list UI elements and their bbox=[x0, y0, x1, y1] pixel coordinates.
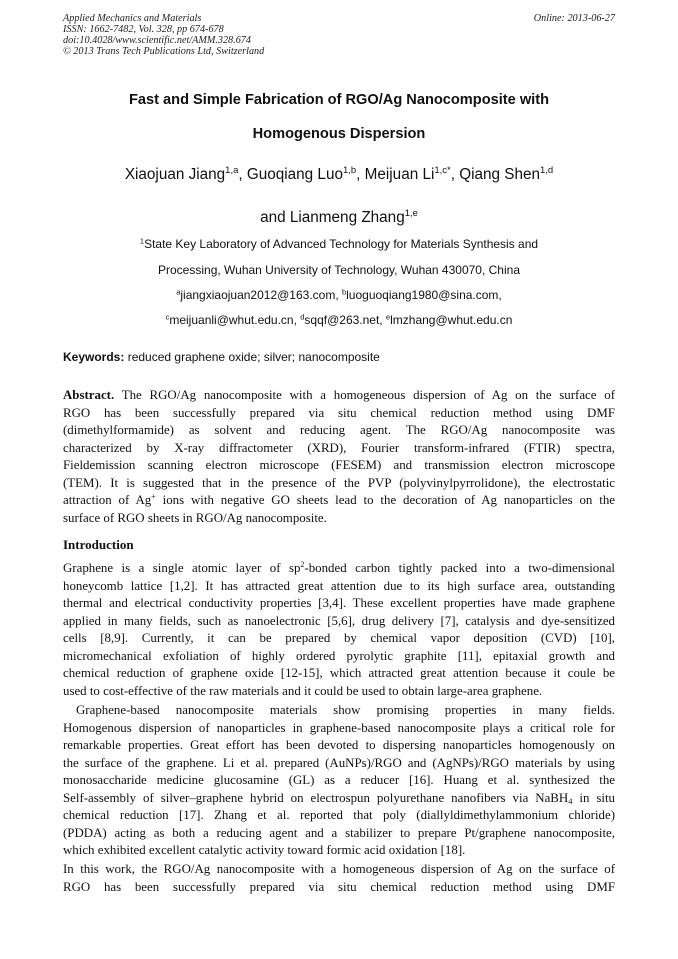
author-name: Xiaojuan Jiang bbox=[124, 166, 226, 183]
abstract-text: ions with negative GO sheets lead to the decoration of Ag nanoparticles on the bbox=[155, 493, 615, 507]
email-mark: e bbox=[385, 312, 391, 322]
ion-charge: + bbox=[151, 492, 156, 502]
abstract-line bbox=[63, 492, 615, 510]
abstract-line: (dimethylformamide) as solvent and reducing agent. The RGO/Ag nanocomposite was bbox=[63, 423, 615, 437]
email-mark: b bbox=[342, 287, 347, 297]
intro-line: chemical reduction [17]. Zhang et al. reported that poly (diallyldimethylammonium chloride) bbox=[63, 808, 615, 822]
email-mark: d bbox=[300, 312, 305, 322]
intro-text: Self-assembly of silver–graphene hybrid on electrospun polyurethane nanofibers via NaBH bbox=[63, 790, 569, 805]
email-mark: c bbox=[165, 312, 170, 322]
online-date: Online: 2013-06-27 bbox=[533, 13, 615, 24]
abstract-line: surface of RGO sheets in RGO/Ag nanocomposite. bbox=[63, 510, 327, 525]
abstract-line bbox=[63, 387, 615, 405]
keywords bbox=[63, 350, 615, 364]
email-address: sqqf@263.net, bbox=[304, 313, 386, 327]
author-name: Meijuan Li bbox=[364, 166, 435, 183]
email-address: meijuanli@whut.edu.cn, bbox=[169, 313, 301, 327]
author-name: Qiang Shen bbox=[459, 166, 540, 183]
author-affiliation-mark: 1,a bbox=[225, 165, 239, 177]
author-list-line-2 bbox=[40, 209, 638, 227]
intro-line: monosaccharide medicine glucosamine (GL) as a reducer [16]. Huang et al. synthesized the bbox=[63, 773, 615, 787]
email-mark: a bbox=[176, 287, 181, 297]
intro-text: -bonded carbon tightly packed into a two-dimensional bbox=[304, 561, 615, 575]
intro-line: thermal and electrical conductivity properties [3,4]. These excellent properties have made graphene bbox=[63, 596, 615, 610]
intro-line: which exhibited excellent catalytic activity toward formic acid oxidation [18]. bbox=[63, 843, 466, 857]
affiliation-text: State Key Laboratory of Advanced Technology for Materials Synthesis and bbox=[144, 237, 539, 251]
author-conjunction: and bbox=[260, 209, 290, 226]
intro-line bbox=[63, 560, 615, 578]
affiliation-line-2: Processing, Wuhan University of Technology, Wuhan 430070, China bbox=[158, 263, 520, 277]
intro-line: cells [8,9]. Currently, it can be prepared by chemical vapor deposition (CVD) [10], bbox=[63, 631, 615, 645]
author-affiliation-mark: 1,b bbox=[342, 165, 357, 177]
author-separator: , bbox=[356, 166, 365, 183]
author-name: Guoqiang Luo bbox=[246, 166, 343, 183]
author-separator: , bbox=[450, 166, 460, 183]
email-line-2 bbox=[40, 313, 638, 327]
abstract-text: The RGO/Ag nanocomposite with a homogeneous dispersion of Ag on the surface of bbox=[114, 388, 615, 402]
intro-line: honeycomb lattice [1,2]. It has attracted great attention due to its high surface area, outstanding bbox=[63, 578, 615, 593]
author-separator: , bbox=[238, 166, 247, 183]
section-heading-introduction: Introduction bbox=[63, 537, 134, 552]
intro-text: Graphene is a single atomic layer of sp bbox=[63, 561, 301, 575]
abstract-line: characterized by X-ray diffractometer (XRD), Fourier transform-infrared (FTIR) spectra, bbox=[63, 440, 615, 455]
copyright-line: © 2013 Trans Tech Publications Ltd, Switzerland bbox=[63, 45, 265, 57]
paper-title-line-2: Homogenous Dispersion bbox=[252, 126, 426, 142]
email-address: luoguoqiang1980@sina.com, bbox=[346, 288, 502, 302]
intro-line: the surface of the graphene. Li et al. prepared (AuNPs)/RGO and (AgNPs)/RGO materials by using bbox=[63, 755, 615, 770]
intro-line: used to cost-effective of the raw materials and it could be used to obtain large-area graphene. bbox=[63, 683, 543, 698]
intro-line: applied in many fields, such as nanoelectronic [5,6], drug delivery [7], catalysis and dye-sensitized bbox=[63, 613, 615, 628]
doi-line: doi:10.4028/www.scientific.net/AMM.328.674 bbox=[63, 34, 251, 46]
intro-line: (PDDA) acting as both a reducing agent and a stabilizer to prepare Pt/graphene nanocomposite, bbox=[63, 825, 615, 840]
email-line-1 bbox=[40, 288, 638, 302]
intro-line: remarkable properties. Great effort has been devoted to dispersing nanoparticles homogenously on bbox=[63, 738, 615, 752]
journal-name: Applied Mechanics and Materials bbox=[63, 13, 202, 24]
abstract-label: Abstract. bbox=[63, 388, 115, 402]
abstract-line: Fieldemission scanning electron microscope (FESEM) and transmission electron microscope bbox=[63, 458, 615, 472]
keywords-text: reduced graphene oxide; silver; nanocomposite bbox=[124, 350, 380, 364]
journal-header bbox=[63, 14, 615, 58]
intro-line: Graphene-based nanocomposite materials show promising properties in many fields. bbox=[76, 703, 615, 717]
author-list bbox=[40, 166, 638, 184]
email-address: jiangxiaojuan2012@163.com, bbox=[180, 288, 342, 302]
hybridization-superscript: 2 bbox=[300, 560, 305, 570]
intro-text: in situ bbox=[572, 790, 615, 805]
author-name: Lianmeng Zhang bbox=[289, 209, 405, 226]
intro-line: RGO has been successfully prepared via situ chemical reduction method using DMF bbox=[63, 879, 615, 894]
affiliation-mark: 1 bbox=[139, 236, 145, 246]
keywords-label: Keywords: bbox=[63, 350, 125, 364]
affiliation-line-1 bbox=[40, 237, 638, 251]
email-address: lmzhang@whut.edu.cn bbox=[390, 313, 513, 327]
author-affiliation-mark: 1,e bbox=[404, 208, 418, 220]
intro-line: In this work, the RGO/Ag nanocomposite with a homogeneous dispersion of Ag on the surface of bbox=[63, 862, 615, 876]
author-affiliation-mark: 1,d bbox=[540, 165, 554, 177]
intro-line bbox=[63, 790, 615, 808]
abstract-line: RGO has been successfully prepared via situ chemical reduction method using DMF bbox=[63, 405, 615, 420]
abstract-text: attraction of Ag bbox=[63, 493, 152, 507]
paper-title-line-1: Fast and Simple Fabrication of RGO/Ag Nanocomposite with bbox=[128, 92, 549, 108]
intro-line: micromechanical exfoliation of highly ordered pyrolytic graphite [11], epitaxial growth and bbox=[63, 648, 615, 663]
formula-subscript: 4 bbox=[568, 796, 573, 806]
issn-line: ISSN: 1662-7482, Vol. 328, pp 674-678 bbox=[63, 23, 224, 35]
intro-line: Homogenous dispersion of nanoparticles in graphene-based nanocomposite plays a critical role for bbox=[63, 720, 615, 735]
abstract-line: (TEM). It is suggested that in the presence of the PVP (polyvinylpyrrolidone), the electrostatic bbox=[63, 475, 615, 490]
intro-line: chemical reduction of graphene oxide [12-15], which attracted great attention because it coule be bbox=[63, 666, 615, 680]
author-affiliation-mark: 1,c* bbox=[434, 165, 451, 177]
